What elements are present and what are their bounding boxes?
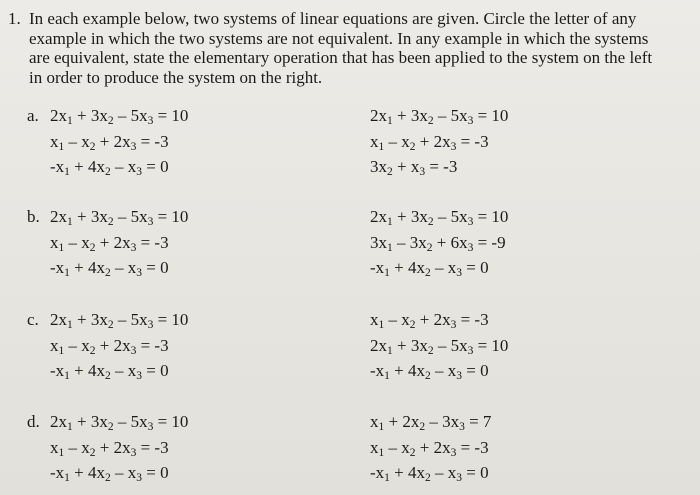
equation-term: = -3 (136, 335, 169, 355)
equation-term: -x (370, 258, 385, 277)
subscript: 1 (387, 216, 393, 228)
subscript: 3 (147, 216, 154, 228)
equation-term: = 0 (462, 463, 489, 482)
equation (50, 438, 188, 464)
example-label: b. (27, 207, 40, 226)
subscript: 3 (467, 241, 474, 254)
equation (50, 336, 188, 362)
subscript: 3 (136, 166, 143, 178)
equation (50, 310, 188, 336)
subscript: 3 (147, 319, 154, 331)
subscript: 2 (425, 472, 431, 484)
equation-term: + x (392, 157, 420, 176)
subscript: 3 (419, 166, 426, 178)
subscript: 2 (419, 421, 426, 433)
equation-term: + 2x (384, 412, 420, 431)
subscript: 1 (378, 446, 385, 459)
subscript: 3 (459, 421, 465, 433)
equation (50, 258, 188, 284)
subscript: 1 (58, 344, 65, 357)
subscript: 2 (107, 319, 114, 331)
equation (50, 132, 188, 158)
equation-term: – x (384, 131, 410, 151)
subscript: 1 (67, 421, 73, 433)
equation-term: + 2x (95, 335, 131, 355)
equation (370, 258, 508, 284)
equation (370, 207, 508, 233)
subscript: 1 (387, 344, 393, 357)
equation (370, 106, 508, 132)
equation-term: – x (110, 258, 137, 277)
equation-term: -x (50, 463, 65, 482)
subscript: 1 (387, 115, 393, 127)
equation-term: + 2x (95, 232, 131, 252)
subscript: 1 (64, 472, 70, 484)
equation-term: 2x (50, 310, 67, 329)
equation-term: – 3x (425, 412, 460, 431)
equation-term: + 3x (392, 106, 428, 125)
subscript: 1 (58, 446, 65, 459)
equation-term: + 4x (69, 258, 106, 277)
subscript: 2 (427, 344, 434, 357)
subscript: 2 (427, 115, 434, 127)
equation-term: 2x (370, 335, 387, 355)
subscript: 3 (450, 319, 457, 331)
subscript: 1 (387, 241, 393, 254)
subscript: 1 (64, 166, 70, 178)
equation-term: = 10 (153, 412, 189, 431)
equation-term: – x (64, 335, 90, 355)
equation-term: -x (370, 463, 385, 482)
equation-term: = 0 (142, 157, 169, 176)
equation-term: x (370, 131, 379, 151)
subscript: 1 (67, 216, 73, 228)
equation-term: = 10 (473, 335, 509, 355)
instruction-line: In each example below, two systems of linear equations are given. Circle the letter of any (29, 9, 637, 28)
subscript: 3 (147, 421, 154, 433)
equation-term: = 7 (464, 412, 492, 431)
equation (370, 157, 508, 183)
equation-term: x (370, 437, 379, 457)
equation-term: + 3x (72, 310, 108, 329)
equation-term: – x (64, 131, 90, 151)
equation-term: = 10 (153, 310, 189, 329)
subscript: 2 (107, 115, 114, 127)
subscript: 3 (450, 140, 457, 153)
subscript: 1 (58, 140, 65, 153)
equation-term: + 4x (389, 361, 426, 380)
example-d (0, 412, 700, 482)
subscript: 2 (107, 216, 114, 228)
left-system (50, 412, 188, 489)
equation-term: = 10 (473, 207, 509, 226)
instruction-line: example in which the two systems are not equivalent. In any example in which the systems (29, 28, 649, 48)
equation (50, 463, 188, 489)
equation-term: = 0 (462, 361, 489, 380)
equation-term: – 3x (392, 232, 427, 252)
equation-term: = -3 (456, 131, 489, 151)
equation-term: 3x (370, 232, 387, 252)
equation (50, 233, 188, 259)
equation-term: – 5x (433, 207, 468, 226)
subscript: 2 (105, 472, 111, 484)
equation-term: = 10 (473, 106, 509, 125)
equation-term: + 4x (389, 258, 426, 277)
example-label: d. (27, 412, 40, 431)
equation (370, 412, 491, 438)
subscript: 3 (450, 446, 457, 459)
equation-term: x (370, 310, 379, 329)
right-system (370, 207, 508, 284)
subscript: 1 (64, 370, 70, 382)
example-label: c. (27, 310, 39, 329)
equation-term: + 4x (69, 463, 106, 482)
subscript: 3 (130, 446, 137, 459)
equation-term: = -3 (136, 437, 169, 457)
subscript: 2 (107, 421, 114, 433)
subscript: 2 (105, 267, 111, 279)
instruction-line: in order to produce the system on the right. (29, 67, 323, 87)
equation-term: 2x (50, 207, 67, 226)
equation-term: -x (370, 361, 385, 380)
equation-term: = -3 (425, 157, 458, 176)
equation-term: 2x (50, 106, 67, 125)
equation-term: – 5x (113, 412, 148, 431)
equation (370, 463, 491, 489)
equation-term: -x (50, 361, 65, 380)
equation-term: + 2x (415, 310, 451, 329)
instruction-line: are equivalent, state the elementary operation that has been applied to the system on the left (29, 48, 653, 67)
subscript: 2 (427, 216, 434, 228)
example-b (0, 207, 700, 277)
subscript: 3 (467, 344, 474, 357)
equation-term: + 2x (95, 131, 131, 151)
equation-term: = -9 (473, 232, 506, 252)
equation-term: + 2x (95, 437, 131, 457)
left-system (50, 106, 188, 183)
subscript: 1 (58, 241, 65, 254)
equation-term: – x (64, 232, 90, 252)
subscript: 3 (130, 140, 137, 153)
subscript: 2 (409, 446, 416, 459)
subscript: 2 (89, 446, 96, 459)
equation-term: = 0 (142, 463, 169, 482)
equation-term: + 2x (415, 131, 451, 151)
equation-term: – x (430, 463, 457, 482)
equation-term: + 3x (72, 106, 108, 125)
subscript: 1 (378, 421, 385, 433)
equation-term: x (50, 335, 59, 355)
equation (50, 106, 188, 132)
subscript: 3 (456, 472, 463, 484)
equation-term: – x (384, 310, 410, 329)
equation-term: = 10 (153, 207, 189, 226)
subscript: 3 (147, 115, 154, 127)
equation-term: x (50, 131, 59, 151)
subscript: 2 (89, 140, 96, 153)
right-system (370, 106, 508, 183)
equation-term: + 4x (69, 157, 106, 176)
equation-term: = 0 (142, 258, 169, 277)
equation-term: – x (384, 437, 410, 457)
subscript: 3 (136, 472, 143, 484)
example-c (0, 310, 700, 380)
problem-number: 1. (8, 9, 21, 28)
equation-term: – x (430, 258, 457, 277)
equation-term: – 5x (113, 106, 148, 125)
subscript: 3 (136, 370, 143, 382)
equation-term: – x (64, 437, 90, 457)
subscript: 2 (105, 370, 111, 382)
equation-term: + 2x (415, 437, 451, 457)
equation-term: – x (110, 463, 137, 482)
equation-term: 3x (370, 157, 387, 176)
subscript: 2 (426, 241, 433, 254)
equation (370, 310, 508, 336)
subscript: 2 (425, 267, 431, 279)
equation-term: – x (430, 361, 457, 380)
equation-term: = -3 (136, 131, 169, 151)
subscript: 3 (130, 241, 137, 254)
equation-term: + 3x (72, 412, 108, 431)
subscript: 2 (89, 241, 96, 254)
equation (370, 438, 491, 464)
equation-term: = 0 (142, 361, 169, 380)
problem-instructions (29, 9, 689, 87)
subscript: 1 (384, 267, 390, 279)
equation-term: x (50, 437, 59, 457)
equation-term: – 5x (113, 310, 148, 329)
subscript: 1 (384, 370, 390, 382)
subscript: 3 (136, 267, 143, 279)
subscript: 3 (467, 216, 474, 228)
equation (370, 361, 508, 387)
equation-term: x (50, 232, 59, 252)
equation-term: – x (110, 361, 137, 380)
subscript: 2 (105, 166, 111, 178)
subscript: 2 (387, 166, 393, 178)
equation-term: + 6x (432, 232, 468, 252)
subscript: 2 (425, 370, 431, 382)
equation-term: – 5x (113, 207, 148, 226)
equation-term: – x (110, 157, 137, 176)
equation-term: 2x (370, 207, 387, 226)
equation (370, 233, 508, 259)
equation-term: + 3x (392, 335, 428, 355)
subscript: 1 (378, 140, 385, 153)
subscript: 3 (467, 115, 474, 127)
equation (50, 412, 188, 438)
equation (50, 361, 188, 387)
subscript: 1 (67, 319, 73, 331)
subscript: 1 (378, 319, 385, 331)
equation-term: + 3x (72, 207, 108, 226)
equation-term: -x (50, 258, 65, 277)
subscript: 3 (130, 344, 137, 357)
equation (50, 157, 188, 183)
equation (370, 336, 508, 362)
equation-term: 2x (370, 106, 387, 125)
subscript: 3 (456, 370, 463, 382)
equation-term: – 5x (433, 106, 468, 125)
subscript: 3 (456, 267, 463, 279)
equation-term: – 5x (433, 335, 468, 355)
left-system (50, 310, 188, 387)
equation-term: + 4x (389, 463, 426, 482)
left-system (50, 207, 188, 284)
right-system (370, 310, 508, 387)
equation-term: = -3 (456, 437, 489, 457)
equation-term: + 4x (69, 361, 106, 380)
equation-term: 2x (50, 412, 67, 431)
subscript: 1 (384, 472, 390, 484)
equation-term: = -3 (136, 232, 169, 252)
equation (50, 207, 188, 233)
equation-term: = 10 (153, 106, 189, 125)
subscript: 1 (64, 267, 70, 279)
subscript: 2 (89, 344, 96, 357)
right-system (370, 412, 491, 489)
example-a (0, 106, 700, 176)
equation-term: = 0 (462, 258, 489, 277)
subscript: 2 (409, 140, 416, 153)
subscript: 2 (409, 319, 416, 331)
subscript: 1 (67, 115, 73, 127)
equation-term: + 3x (392, 207, 428, 226)
equation-term: -x (50, 157, 65, 176)
equation-term: = -3 (456, 310, 489, 329)
equation (370, 132, 508, 158)
equation-term: x (370, 412, 379, 431)
example-label: a. (27, 106, 39, 125)
